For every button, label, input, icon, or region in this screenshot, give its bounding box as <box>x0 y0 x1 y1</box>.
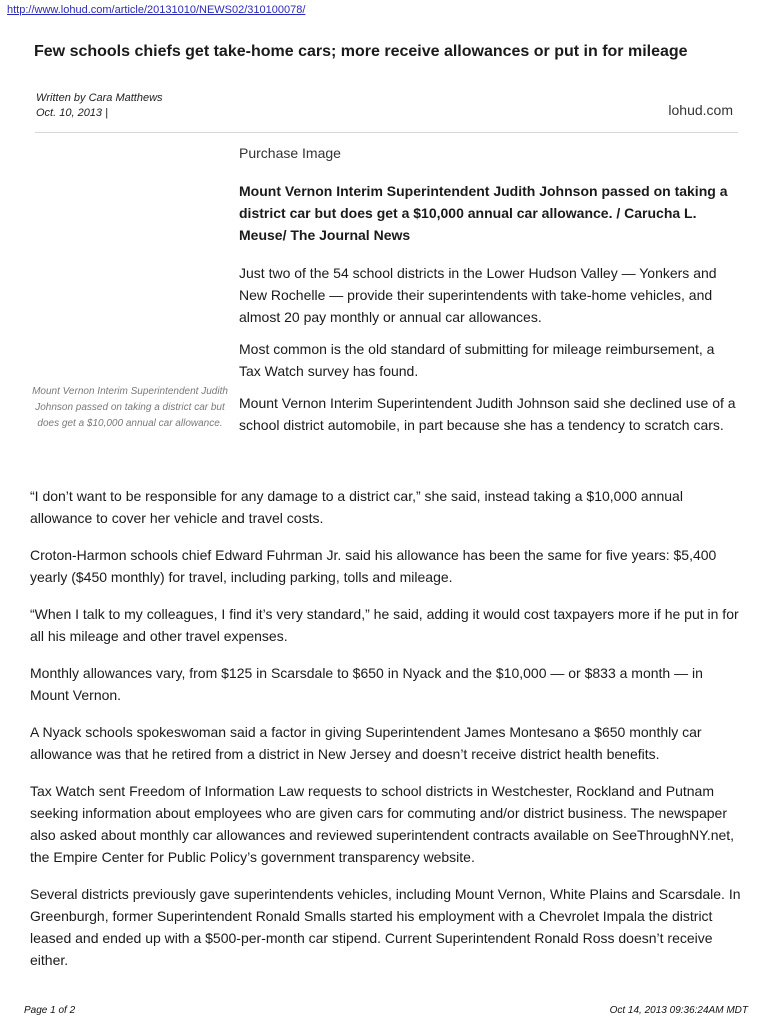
byline-block <box>36 91 163 121</box>
image-caption: Mount Vernon Interim Superintendent Judith Johnson passed on taking a district car but does get a $10,000 annual car allowance. <box>32 386 228 429</box>
article-paragraph: Several districts previously gave superintendents vehicles, including Mount Vernon, White Plains and Scarsdale. In Greenburgh, former Superintendent Ronald Smalls started his employment with a Chevrolet Impala the district leased and ended up with a $500-per-month car stipend. Current Superintendent Ronald Ross doesn’t receive either. <box>30 886 741 968</box>
author-byline: Written by Cara Matthews <box>36 92 163 104</box>
article-paragraph: Just two of the 54 school districts in the Lower Hudson Valley — Yonkers and New Rochelle — provide their superintendents with take-home vehicles, and almost 20 pay monthly or annual car allowances. <box>239 265 717 325</box>
article-headline: Few schools chiefs get take-home cars; more receive allowances or put in for mileage <box>34 43 688 60</box>
publish-date: Oct. 10, 2013 | <box>36 107 108 119</box>
article-paragraph: Most common is the old standard of submitting for mileage reimbursement, a Tax Watch survey has found. <box>239 341 715 379</box>
article-paragraph: Croton-Harmon schools chief Edward Fuhrman Jr. said his allowance has been the same for five years: $5,400 yearly ($450 monthly) for travel, including parking, tolls and mileage. <box>30 547 717 585</box>
source-site: lohud.com <box>668 102 733 118</box>
article-paragraph: A Nyack schools spokeswoman said a factor in giving Superintendent James Montesano a $650 monthly car allowance was that he retired from a district in New Jersey and doesn’t receive district health benefits. <box>30 724 702 762</box>
article-paragraph: Monthly allowances vary, from $125 in Scarsdale to $650 in Nyack and the $10,000 — or $833 a month — in Mount Vernon. <box>30 665 703 703</box>
header-divider <box>35 132 738 133</box>
article-paragraph: “When I talk to my colleagues, I find it’s very standard,” he said, adding it would cost taxpayers more if he put in for all his mileage and other travel expenses. <box>30 606 739 644</box>
article-body <box>30 485 742 986</box>
page-url-link[interactable]: http://www.lohud.com/article/20131010/NEWS02/310100078/ <box>7 4 306 16</box>
print-timestamp: Oct 14, 2013 09:36:24AM MDT <box>609 1005 748 1016</box>
article-paragraph: “I don’t want to be responsible for any damage to a district car,” she said, instead taking a $10,000 annual allowance to cover her vehicle and travel costs. <box>30 488 683 526</box>
photo-caption: Mount Vernon Interim Superintendent Judith Johnson passed on taking a district car but does get a $10,000 annual car allowance. / Carucha L. Meuse/ The Journal News <box>239 183 728 243</box>
purchase-image-link[interactable]: Purchase Image <box>239 145 341 161</box>
article-lead-column <box>239 143 739 446</box>
page-number: Page 1 of 2 <box>24 1005 76 1016</box>
article-paragraph: Mount Vernon Interim Superintendent Judith Johnson said she declined use of a school district automobile, in part because she has a tendency to scratch cars. <box>239 395 736 433</box>
article-paragraph: Tax Watch sent Freedom of Information Law requests to school districts in Westchester, Rockland and Putnam seeking information about employees who are given cars for commuting and/or district business. The newspaper also asked about monthly car allowances and reviewed superintendent contracts available on SeeThroughNY.net, the Empire Center for Public Policy’s government transparency website. <box>30 783 735 865</box>
